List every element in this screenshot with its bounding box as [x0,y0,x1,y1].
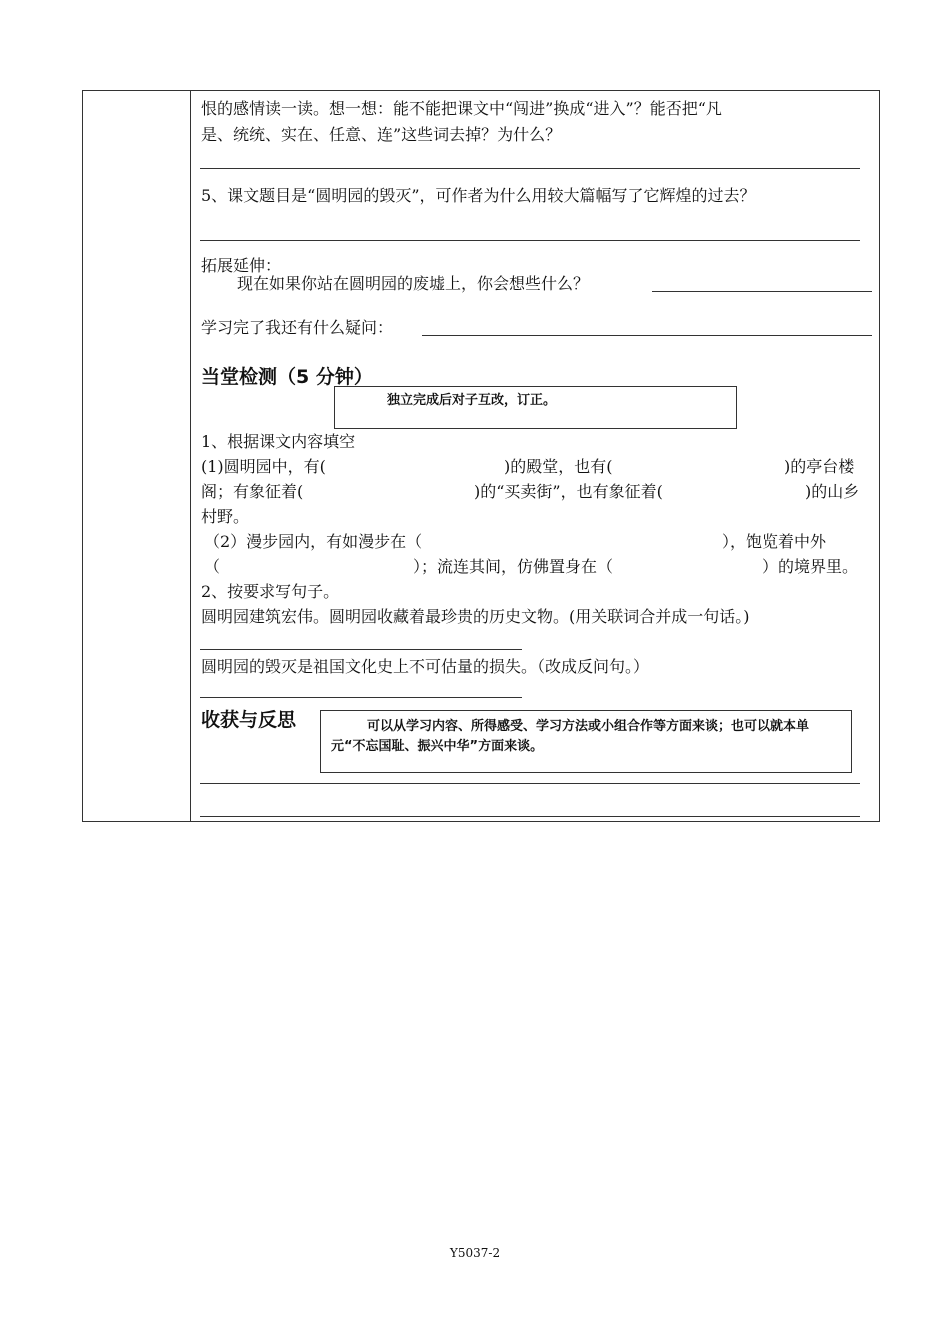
q4-text-line1: 恨的感情读一读。想一想：能不能把课文中“闯进”换成“进入”？能否把“凡 [201,99,722,118]
test-q2-title: 2、按要求写句子。 [201,582,340,601]
test-q1-1-part-a: (1)圆明园中，有( [201,457,326,476]
reflect-note-box [320,710,852,773]
q5-answer-line[interactable] [200,240,860,241]
q5-text: 5、课文题目是“圆明园的毁灭”，可作者为什么用较大篇幅写了它辉煌的过去？ [201,186,756,205]
test-q2-sentence2: 圆明园的毁灭是祖国文化史上不可估量的损失。（改成反问句。） [201,657,650,676]
test-q1-2-part-b: ），饱览着中外 [722,532,827,551]
test-q1-1-part-b: )的殿堂，也有( [504,457,613,476]
test-q1-2-part-e: ）的境界里。 [762,557,859,576]
reflect-answer-line1[interactable] [200,783,860,784]
q4-answer-line[interactable] [200,168,860,169]
test-heading: 当堂检测（5 分钟） [201,366,373,388]
extension-prompt: 现在如果你站在圆明园的废墟上，你会想些什么？ [237,274,590,293]
reflect-heading: 收获与反思 [201,709,297,731]
questions-prompt: 学习完了我还有什么疑问： [201,318,394,337]
test-note-box [334,386,737,429]
extension-answer-line[interactable] [652,291,872,292]
test-q2-sentence1: 圆明园建筑宏伟。圆明园收藏着最珍贵的历史文物。(用关联词合并成一句话。) [201,607,750,626]
test-q1-1-part-f: )的山乡 [805,482,860,501]
questions-answer-line[interactable] [422,335,872,336]
test-q1-2-part-c: （ [204,557,221,576]
reflect-answer-line2[interactable] [200,816,860,817]
test-q2-answer-line2[interactable] [200,697,522,698]
q4-text-line2: 是、统统、实在、任意、连”这些词去掉？为什么？ [201,125,562,144]
extension-title: 拓展延伸： [201,256,282,275]
test-q1-2-part-d: ）；流连其间，仿佛置身在（ [413,557,614,576]
test-q1-1-part-d: 阁；有象征着( [201,482,304,501]
test-q2-answer-line1[interactable] [200,649,522,650]
test-q1-1-part-e: )的“买卖街”，也有象征着( [474,482,663,501]
test-q1-1-part-c: )的亭台楼 [784,457,855,476]
test-q1-title: 1、根据课文内容填空 [201,432,356,451]
page-footer-code: Y5037-2 [449,1246,501,1260]
table-column-divider [190,90,191,822]
test-q1-1-part-g: 村野。 [201,507,250,526]
test-note-text: 独立完成后对子互改，订正。 [387,393,557,408]
test-q1-2-part-a: （2）漫步园内，有如漫步在（ [204,532,423,551]
reflect-note-text: 可以从学习内容、所得感受、学习方法或小组合作等方面来谈；也可以就本单元“不忘国耻、振兴中华”方面来谈。 [331,719,810,754]
